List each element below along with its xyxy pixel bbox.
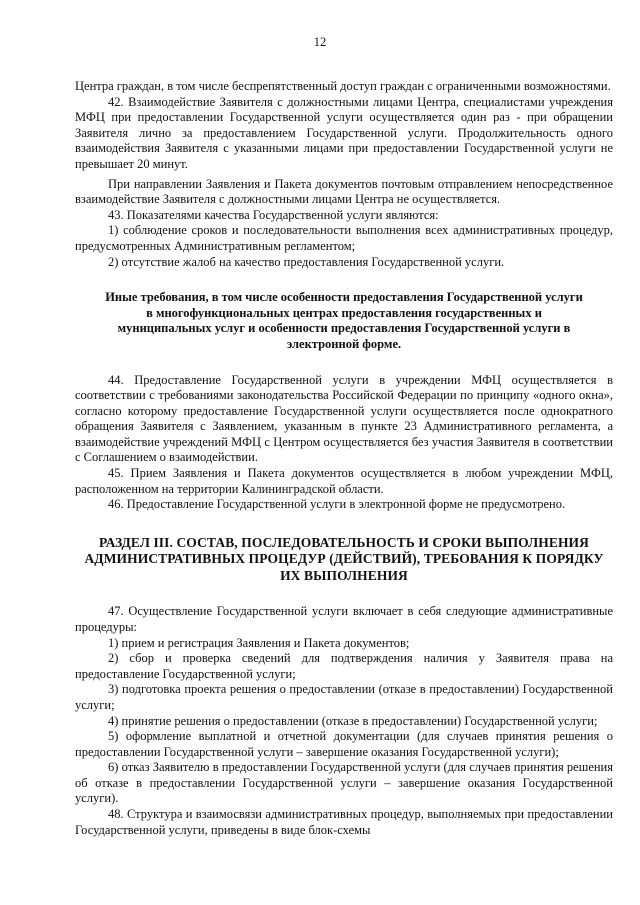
list-item-43-1: 1) соблюдение сроков и последовательности выполнения всех административных процедур, предусмотренных Административным регламентом; <box>75 223 613 253</box>
list-item-47-3: 3) подготовка проекта решения о предоставлении (отказе в предоставлении) Государственной услуги; <box>75 682 613 712</box>
page-content <box>75 79 613 838</box>
paragraph-48: 48. Структура и взаимосвязи административных процедур, выполняемых при предоставлении Государственной услуги, приведены в виде блок-схемы <box>75 807 613 837</box>
page-number: 12 <box>313 35 327 49</box>
list-item-47-1: 1) прием и регистрация Заявления и Пакета документов; <box>108 635 410 650</box>
list-item-47-4: 4) принятие решения о предоставлении (отказе в предоставлении) Государственной услуги; <box>108 713 598 728</box>
section-heading-iii: РАЗДЕЛ III. СОСТАВ, ПОСЛЕДОВАТЕЛЬНОСТЬ И СРОКИ ВЫПОЛНЕНИЯ АДМИНИСТРАТИВНЫХ ПРОЦЕДУР (ДЕЙСТВИЙ), ТРЕБОВАНИЯ К ПОРЯДКУ ИХ ВЫПОЛНЕНИЯ <box>84 534 604 583</box>
paragraph-continuation: Центра граждан, в том числе беспрепятственный доступ граждан с ограниченными возможностями. <box>75 79 611 93</box>
paragraph-postal: При направлении Заявления и Пакета документов почтовым отправлением непосредственное взаимодействие Заявителя с должностными лицами Центра не осуществляется. <box>75 176 613 207</box>
list-item-47-5: 5) оформление выплатной и отчетной документации (для случаев принятия решения о предоставлении Государственной услуги – завершение оказания Государственной услуги); <box>75 729 613 759</box>
list-item-43-2: 2) отсутствие жалоб на качество предоставления Государственной услуги. <box>108 254 505 269</box>
paragraph-47: 47. Осуществление Государственной услуги включает в себя следующие административные процедуры: <box>75 604 613 634</box>
paragraph-42: 42. Взаимодействие Заявителя с должностными лицами Центра, специалистами учреждения МФЦ при предоставлении Государственной услуги осуществляется один раз - при обращении Заявителя лично за предоставлением Государственной услуги. Продолжительность одного взаимодействия Заявителя с указанными лицами при предоставлении Государственной услуги не превышает 20 минут. <box>75 94 613 171</box>
list-item-47-6: 6) отказ Заявителю в предоставлении Государственной услуги (для случаев принятия решения об отказе в предоставлении Государственной услуги – завершение оказания Государственной услуги). <box>75 760 613 806</box>
paragraph-44: 44. Предоставление Государственной услуги в учреждении МФЦ осуществляется в соответствии с требованиями законодательства Российской Федерации по принципу «одного окна», согласно которому предоставление Государственной услуги осуществляется после однократного обращения Заявителя с Заявлением, указанным в пункте 23 Административного регламента, а взаимодействие учреждений МФЦ с Центром осуществляется без участия Заявителя в соответствии с Соглашением о взаимодействии. <box>75 372 613 465</box>
heading-other-requirements: Иные требования, в том числе особенности предоставления Государственной услуги в многофункциональных центрах предоставления государственных и муниципальных услуг и особенности предоставления Государственной услуги в электронной форме. <box>105 290 583 351</box>
paragraph-45: 45. Прием Заявления и Пакета документов осуществляется в любом учреждении МФЦ, расположенном на территории Калининградской области. <box>75 466 613 496</box>
paragraph-46: 46. Предоставление Государственной услуги в электронной форме не предусмотрено. <box>108 497 566 512</box>
paragraph-43: 43. Показателями качества Государственной услуги являются: <box>108 207 439 222</box>
list-item-47-2: 2) сбор и проверка сведений для подтверждения наличия у Заявителя права на предоставление Государственной услуги; <box>75 651 613 681</box>
